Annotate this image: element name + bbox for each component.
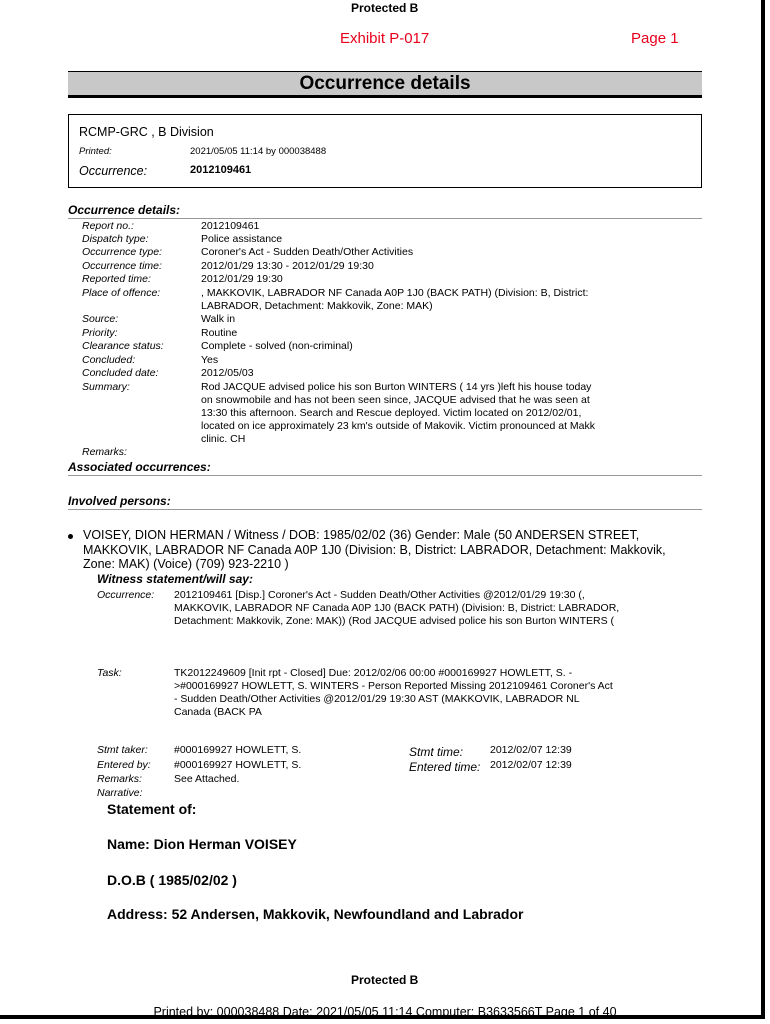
field-label: Occurrence type: — [82, 246, 162, 258]
narrative-label: Narrative: — [97, 787, 143, 799]
page-title: Occurrence details — [68, 71, 702, 98]
field-value: Coroner's Act - Sudden Death/Other Activities — [201, 246, 414, 258]
bullet-icon — [68, 534, 73, 539]
protected-footer: Protected B — [351, 973, 419, 987]
field-label: Occurrence time: — [82, 260, 162, 272]
field-label: Place of offence: — [82, 287, 161, 299]
field-value: Complete - solved (non-criminal) — [201, 340, 353, 352]
agency-name: RCMP-GRC , B Division — [79, 125, 214, 139]
field-label: Dispatch type: — [82, 233, 149, 245]
print-footer: Printed by: 000038488 Date: 2021/05/05 11:14 Computer: B3633566T Page 1 of 40 — [153, 1005, 617, 1019]
field-value: Routine — [201, 327, 238, 339]
printed-label: Printed: — [79, 146, 112, 157]
field-label: Clearance status: — [82, 340, 164, 352]
field-label: Concluded date: — [82, 367, 159, 379]
task-label: Task: — [97, 667, 122, 679]
remarks-value: See Attached. — [174, 773, 240, 785]
task-value: TK2012249609 [Init rpt - Closed] Due: 2012/02/06 00:00 #000169927 HOWLETT, S. - >#000169927 HOWLETT, S. WINTERS - Person Reported Missing 2012109461 Coroner's Act - Sudden Death/Other Activities @2012/01/29 19:30 AST (MAKKOVIK, LABRADOR NL Canada (BACK PA — [174, 667, 613, 718]
field-value: Yes — [201, 354, 219, 366]
occurrence-label: Occurrence: — [79, 164, 148, 178]
field-label: Summary: — [82, 381, 130, 393]
field-value: Police assistance — [201, 233, 283, 245]
page-label: Page 1 — [631, 30, 679, 47]
stmt-taker-value: #000169927 HOWLETT, S. — [174, 744, 302, 756]
statement-address: Address: 52 Andersen, Makkovik, Newfoundland and Labrador — [107, 906, 524, 922]
field-value: 2012/05/03 — [201, 367, 254, 379]
field-label: Remarks: — [82, 446, 127, 458]
stmt-time-value: 2012/02/07 12:39 — [490, 744, 572, 756]
witness-occurrence-value: 2012109461 [Disp.] Coroner's Act - Sudden Death/Other Activities @2012/01/29 19:30 (, MAKKOVIK, LABRADOR NF Canada A0P 1J0 (BACK PATH) (Division: B, District: LABRADOR, Detachment: Makkovik, Zone: MAK)) (Rod JACQUE advised police his son Burton WINTERS ( — [174, 589, 620, 627]
witness-occurrence-label: Occurrence: — [97, 589, 155, 601]
field-value: , MAKKOVIK, LABRADOR NF Canada A0P 1J0 (BACK PATH) (Division: B, District: LABRADOR, Detachment: Makkovik, Zone: MAK) — [201, 287, 589, 312]
involved-person-entry: VOISEY, DION HERMAN / Witness / DOB: 1985/02/02 (36) Gender: Male (50 ANDERSEN STREET, MAKKOVIK, LABRADOR NF Canada A0P 1J0 (Division: B, District: LABRADOR, Detachment: Makkovik, Zone: MAK) (Voice) (709) 923-2210 ) — [83, 528, 666, 571]
statement-dob: D.O.B ( 1985/02/02 ) — [107, 872, 237, 888]
field-label: Concluded: — [82, 354, 136, 366]
field-value: 2012/01/29 19:30 — [201, 273, 283, 285]
field-value: 2012109461 — [201, 220, 260, 232]
field-label: Reported time: — [82, 273, 151, 285]
print-info-box — [68, 114, 702, 188]
occurrence-number: 2012109461 — [190, 164, 252, 176]
exhibit-label: Exhibit P-017 — [340, 30, 430, 47]
protected-header: Protected B — [351, 1, 419, 15]
entered-time-value: 2012/02/07 12:39 — [490, 759, 572, 771]
field-label: Priority: — [82, 327, 118, 339]
field-value: Walk in — [201, 313, 236, 325]
entered-time-label: Entered time: — [409, 760, 481, 774]
field-label: Source: — [82, 313, 119, 325]
statement-name: Name: Dion Herman VOISEY — [107, 836, 297, 852]
witness-statement-heading: Witness statement/will say: — [97, 572, 253, 586]
stmt-time-label: Stmt time: — [409, 745, 464, 759]
entered-by-value: #000169927 HOWLETT, S. — [174, 759, 302, 771]
field-label: Report no.: — [82, 220, 134, 232]
statement-heading: Statement of: — [107, 801, 197, 817]
stmt-taker-label: Stmt taker: — [97, 744, 148, 756]
summary-text: Rod JACQUE advised police his son Burton WINTERS ( 14 yrs )left his house today on snowmobile and has not been seen since, JACQUE advised that he was seen at 13:30 this afternoon. Search and Rescue deployed. Victim located on 2012/02/01, located on ice approximately 23 km's outside of Makovik. Victim pronounced at Makk clinic. CH — [201, 381, 596, 445]
field-value: 2012/01/29 13:30 - 2012/01/29 19:30 — [201, 260, 374, 272]
associated-occurrences-heading: Associated occurrences: — [68, 460, 702, 476]
entered-by-label: Entered by: — [97, 759, 151, 771]
involved-persons-heading: Involved persons: — [68, 494, 702, 510]
occurrence-details-heading: Occurrence details: — [68, 203, 702, 219]
printed-value: 2021/05/05 11:14 by 000038488 — [190, 146, 327, 157]
remarks-label: Remarks: — [97, 773, 142, 785]
